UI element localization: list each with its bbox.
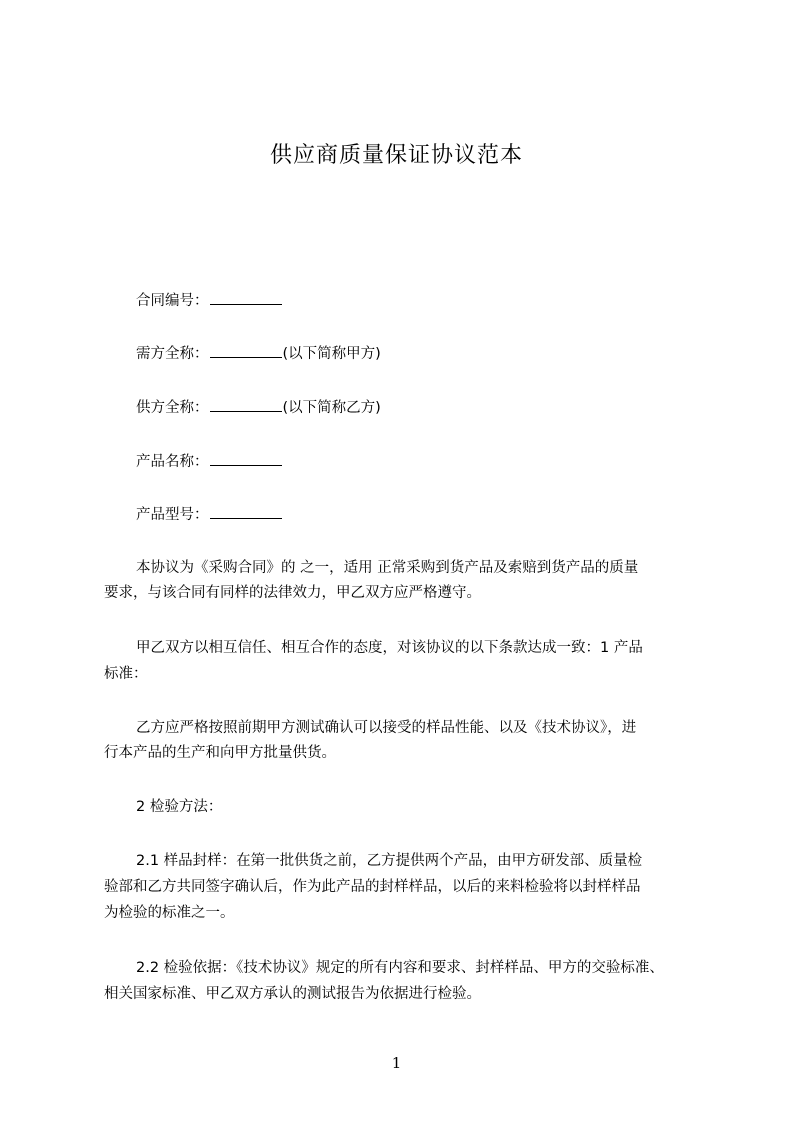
paragraph-line: 2 检验方法： xyxy=(136,799,223,815)
paragraph-line: 标准： xyxy=(104,666,148,682)
field-label: 供方全称： xyxy=(136,400,209,416)
field-product-name xyxy=(136,451,283,473)
paragraph-line: 为检验的标准之一。 xyxy=(104,905,235,921)
document-title: 供应商质量保证协议范本 xyxy=(269,143,523,168)
paragraph-line: 行本产品的生产和向甲方批量供货。 xyxy=(104,745,336,761)
field-label: 需方全称： xyxy=(136,346,209,362)
field-suffix: (以下简称甲方) xyxy=(282,346,381,362)
field-buyer-name xyxy=(136,343,381,365)
blank-line xyxy=(210,343,282,358)
blank-line xyxy=(210,397,282,412)
page-number: 1 xyxy=(391,1054,402,1072)
field-contract-number xyxy=(136,290,283,312)
field-label: 合同编号： xyxy=(136,293,209,309)
blank-line xyxy=(210,504,282,519)
field-label: 产品名称： xyxy=(136,454,209,470)
paragraph-line: 相关国家标准、甲乙双方承认的测试报告为依据进行检验。 xyxy=(104,986,481,1002)
field-label: 产品型号： xyxy=(136,507,209,523)
paragraph-line: 本协议为《采购合同》的 之一，适用 正常采购到货产品及索赔到货产品的质量 xyxy=(136,560,639,576)
paragraph-line: 2.1 样品封样：在第一批供货之前，乙方提供两个产品，由甲方研发部、质量检 xyxy=(136,853,643,869)
field-suffix: (以下简称乙方) xyxy=(282,400,381,416)
paragraph-line: 甲乙双方以相互信任、相互合作的态度，对该协议的以下条款达成一致：1 产品 xyxy=(136,640,643,656)
paragraph-line: 乙方应严格按照前期甲方测试确认可以接受的样品性能、以及《技术协议》，进 xyxy=(136,720,637,736)
blank-line xyxy=(210,290,282,305)
paragraph-line: 2.2 检验依据：《技术协议》规定的所有内容和要求、封样样品、甲方的交验标准、 xyxy=(136,960,664,976)
field-product-model xyxy=(136,504,283,526)
paragraph-line: 要求，与该合同有同样的法律效力，甲乙双方应严格遵守。 xyxy=(104,585,481,601)
paragraph-line: 验部和乙方共同签字确认后，作为此产品的封样样品，以后的来料检验将以封样样品 xyxy=(104,879,641,895)
field-supplier-name xyxy=(136,397,381,419)
blank-line xyxy=(210,451,282,466)
